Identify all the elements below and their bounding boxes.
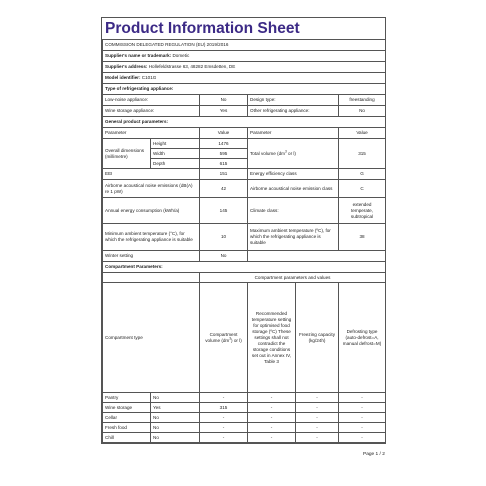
compartment-defrost: - bbox=[339, 433, 386, 443]
design-type-value: freestanding bbox=[339, 95, 386, 106]
max-temp-label: Maximum ambient temperature (ºC), for which the refrigerating appliance is suitable bbox=[248, 224, 339, 251]
compartment-freezing: - bbox=[296, 403, 339, 413]
compartment-defrost: - bbox=[339, 393, 386, 403]
eei-value: 151 bbox=[200, 169, 248, 180]
compartment-volume: 315 bbox=[200, 403, 248, 413]
table-row bbox=[103, 403, 386, 413]
compartment-defrost: - bbox=[339, 413, 386, 423]
compartment-freezing: - bbox=[296, 423, 339, 433]
regulation-text: COMMISSION DELEGATED REGULATION (EU) 2019/2016 bbox=[103, 40, 386, 51]
general-heading: General product parameters: bbox=[103, 117, 386, 128]
compartment-temp: - bbox=[248, 413, 296, 423]
winter-empty-cell bbox=[248, 251, 386, 262]
low-noise-label: Low-noise appliance: bbox=[103, 95, 200, 106]
depth-label: Depth bbox=[151, 159, 200, 169]
width-value: 595 bbox=[200, 149, 248, 159]
table-row bbox=[103, 393, 386, 403]
noise-class-label: Airborne acoustical noise emission class bbox=[248, 180, 339, 198]
page-number: Page 1 / 2 bbox=[363, 452, 385, 457]
aec-value: 145 bbox=[200, 198, 248, 224]
compartment-present: No bbox=[151, 423, 200, 433]
climate-label: Climate class: bbox=[248, 198, 339, 224]
compartment-temp: - bbox=[248, 433, 296, 443]
wine-storage-label: Wine storage appliance: bbox=[103, 106, 200, 117]
total-volume-label: Total volume ($dm^3$ or l) bbox=[248, 139, 339, 169]
width-label: Width bbox=[151, 149, 200, 159]
total-volume-value: 315 bbox=[339, 139, 386, 169]
col-freezing-capacity: Freezing capacity (kg/24h) bbox=[296, 283, 339, 393]
col-parameter-2: Parameter bbox=[248, 128, 339, 139]
compartment-defrost: - bbox=[339, 423, 386, 433]
compartment-freezing: - bbox=[296, 433, 339, 443]
climate-value: extended temperate, subtropical bbox=[339, 198, 386, 224]
supplier-address: Hollefeldstrasse 63, 48282 Emsdetten, DE bbox=[148, 64, 236, 69]
low-noise-value: No bbox=[200, 95, 248, 106]
compartment-name: Fresh food bbox=[103, 423, 151, 433]
min-temp-value: 10 bbox=[200, 224, 248, 251]
compartment-name: Pantry bbox=[103, 393, 151, 403]
energy-class-value: G bbox=[339, 169, 386, 180]
height-value: 1476 bbox=[200, 139, 248, 149]
compartment-present: No bbox=[151, 393, 200, 403]
max-temp-value: 38 bbox=[339, 224, 386, 251]
col-value: Value bbox=[200, 128, 248, 139]
wine-storage-value: Yes bbox=[200, 106, 248, 117]
aec-label: Annual energy consumption (kWh/a) bbox=[103, 198, 200, 224]
table-row bbox=[103, 413, 386, 423]
table-row bbox=[103, 433, 386, 443]
other-appliance-value: No bbox=[339, 106, 386, 117]
col-recommended-temp: Recommended temperature setting for optimised food storage (ºC) These settings shall not contradict the storage conditions set out in Annex IV, Table 3 bbox=[248, 283, 296, 393]
supplier-name: Dometic bbox=[172, 53, 190, 58]
compartment-present: No bbox=[151, 413, 200, 423]
model-row bbox=[103, 73, 386, 84]
noise-label: Airborne acoustical noise emissions (dB(A) re 1 pW) bbox=[103, 180, 200, 198]
compartment-temp: - bbox=[248, 393, 296, 403]
compartment-volume: - bbox=[200, 423, 248, 433]
compartment-volume: - bbox=[200, 393, 248, 403]
col-defrost-type: Defrosting type (auto-defrost=A, manual defrost=M) bbox=[339, 283, 386, 393]
info-table bbox=[102, 39, 386, 443]
noise-class-value: C bbox=[339, 180, 386, 198]
compartment-blank-cell bbox=[103, 273, 200, 283]
compartment-present: Yes bbox=[151, 403, 200, 413]
compartment-heading: Compartment Parameters: bbox=[103, 262, 386, 273]
depth-value: 615 bbox=[200, 159, 248, 169]
compartment-freezing: - bbox=[296, 413, 339, 423]
supplier-name-row bbox=[103, 51, 386, 62]
col-compartment-type: Compartment type bbox=[103, 283, 200, 393]
design-type-label: Design type: bbox=[248, 95, 339, 106]
supplier-name-label: Supplier's name or trademark: bbox=[105, 53, 172, 58]
supplier-address-row bbox=[103, 62, 386, 73]
model-identifier: C101G bbox=[141, 75, 157, 80]
compartment-volume: - bbox=[200, 433, 248, 443]
other-appliance-label: Other refrigerating appliance: bbox=[248, 106, 339, 117]
compartment-name: Chill bbox=[103, 433, 151, 443]
page-title: Product Information Sheet bbox=[105, 20, 300, 37]
product-information-sheet bbox=[101, 17, 386, 444]
compartment-present: No bbox=[151, 433, 200, 443]
compartment-volume: - bbox=[200, 413, 248, 423]
model-label: Model identifier: bbox=[105, 75, 141, 80]
compartment-freezing: - bbox=[296, 393, 339, 403]
height-label: Height bbox=[151, 139, 200, 149]
supplier-address-label: Supplier's address: bbox=[105, 64, 148, 69]
noise-value: 42 bbox=[200, 180, 248, 198]
compartment-temp: - bbox=[248, 403, 296, 413]
compartment-name: Cellar bbox=[103, 413, 151, 423]
col-parameter: Parameter bbox=[103, 128, 200, 139]
winter-label: Winter setting bbox=[103, 251, 200, 262]
winter-value: No bbox=[200, 251, 248, 262]
compartment-temp: - bbox=[248, 423, 296, 433]
compartment-params-heading: Compartment parameters and values bbox=[200, 273, 386, 283]
table-row bbox=[103, 423, 386, 433]
energy-class-label: Energy efficiency class bbox=[248, 169, 339, 180]
col-compartment-volume: Compartment volume $(dm^3)$ or l) bbox=[200, 283, 248, 393]
eei-label: EEI bbox=[103, 169, 200, 180]
compartment-defrost: - bbox=[339, 403, 386, 413]
col-value-2: Value bbox=[339, 128, 386, 139]
dimensions-label: Overall dimensions (millimetre) bbox=[103, 139, 151, 169]
min-temp-label: Minimum ambient temperature (°C), for which the refrigerating appliance is suitable bbox=[103, 224, 200, 251]
compartment-name: Wine storage bbox=[103, 403, 151, 413]
type-heading: Type of refrigerating appliance: bbox=[103, 84, 386, 95]
